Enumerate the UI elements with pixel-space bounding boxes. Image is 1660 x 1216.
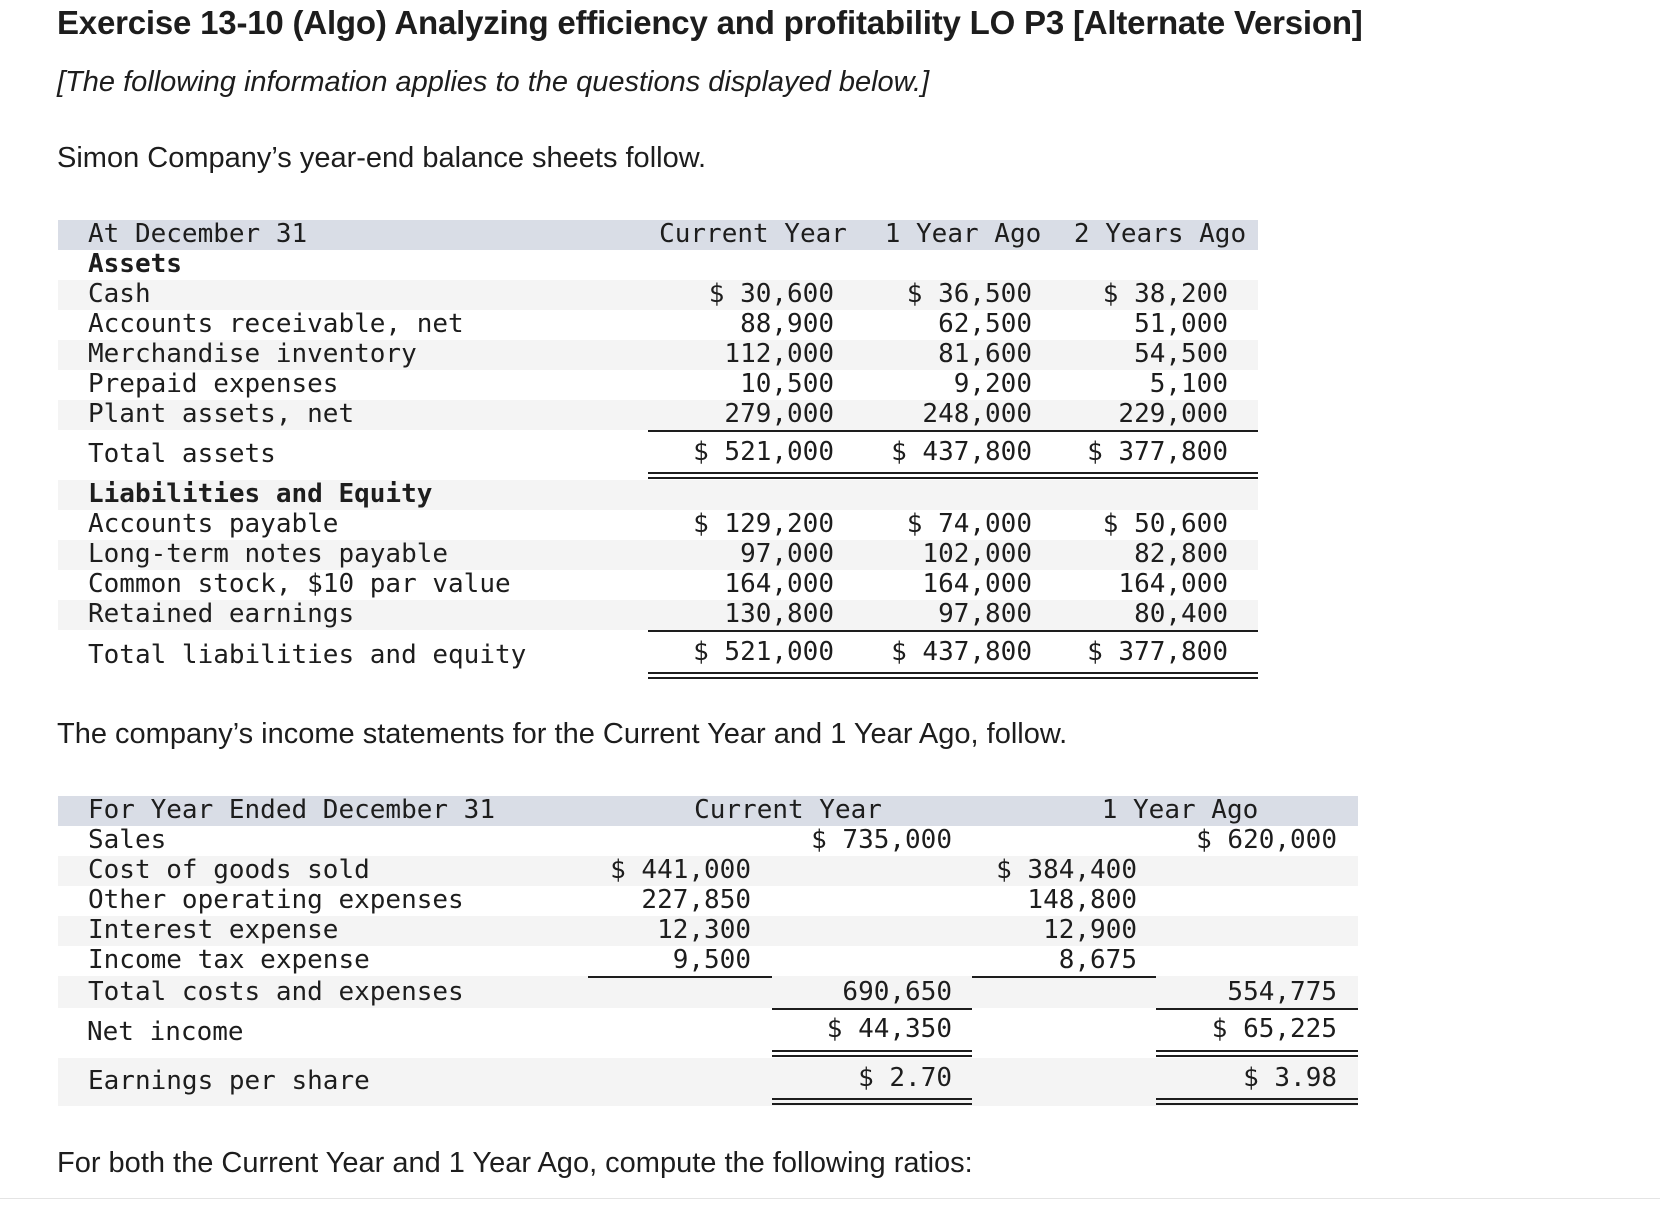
value-current-year: 10,500 bbox=[740, 369, 834, 399]
value-current-year: 112,000 bbox=[724, 339, 834, 369]
value-2-years-ago: $ 377,800 bbox=[1087, 637, 1228, 667]
row-label: Plant assets, net bbox=[88, 399, 355, 429]
value-1-year-ago: 12,900 bbox=[1043, 915, 1137, 945]
subtotal-rule bbox=[772, 1008, 972, 1010]
total-double-rule bbox=[772, 1050, 972, 1057]
row-stripe bbox=[58, 280, 1258, 310]
row-label: Cash bbox=[88, 279, 151, 309]
value-current-year: $ 44,350 bbox=[826, 1014, 952, 1044]
value-1-year-ago: 8,675 bbox=[1058, 945, 1137, 975]
column-header-1-year-ago: 1 Year Ago bbox=[1101, 795, 1259, 825]
value-current-year: $ 2.70 bbox=[858, 1063, 952, 1093]
income-statement-intro: The company’s income statements for the Current Year and 1 Year Ago, follow. bbox=[57, 718, 1068, 750]
total-double-rule bbox=[1156, 1098, 1358, 1105]
row-label: Total costs and expenses bbox=[88, 977, 464, 1007]
value-current-year: 12,300 bbox=[657, 915, 751, 945]
row-label: Cost of goods sold bbox=[88, 855, 370, 885]
value-1-year-ago: 97,800 bbox=[938, 599, 1032, 629]
value-current-year: $ 441,000 bbox=[610, 855, 751, 885]
value-current-year: $ 129,200 bbox=[693, 509, 834, 539]
value-1-year-ago: $ 74,000 bbox=[906, 509, 1032, 539]
row-label: Common stock, $10 par value bbox=[88, 569, 511, 599]
value-1-year-ago: 164,000 bbox=[922, 569, 1032, 599]
value-1-year-ago: 81,600 bbox=[938, 339, 1032, 369]
value-2-years-ago: $ 38,200 bbox=[1102, 279, 1228, 309]
value-1-year-ago: 554,775 bbox=[1227, 977, 1337, 1007]
header-label: For Year Ended December 31 bbox=[88, 795, 495, 825]
subtotal-rule bbox=[588, 976, 772, 978]
row-label: Earnings per share bbox=[88, 1066, 370, 1096]
value-1-year-ago: 102,000 bbox=[922, 539, 1032, 569]
balance-sheet-intro: Simon Company’s year-end balance sheets follow. bbox=[57, 142, 707, 174]
value-current-year: 227,850 bbox=[641, 885, 751, 915]
total-double-rule bbox=[648, 472, 1258, 479]
value-current-year: 279,000 bbox=[724, 399, 834, 429]
total-double-rule bbox=[648, 672, 1258, 679]
row-label: Merchandise inventory bbox=[88, 339, 417, 369]
row-label: Total assets bbox=[88, 439, 276, 469]
row-label: Prepaid expenses bbox=[88, 369, 339, 399]
value-current-year: $ 30,600 bbox=[708, 279, 834, 309]
subtotal-rule bbox=[648, 630, 1258, 632]
value-1-year-ago: $ 437,800 bbox=[891, 437, 1032, 467]
subtotal-rule bbox=[1156, 1008, 1358, 1010]
value-2-years-ago: $ 50,600 bbox=[1102, 509, 1228, 539]
total-double-rule bbox=[772, 1098, 972, 1105]
row-label: Sales bbox=[88, 825, 167, 855]
header-label: At December 31 bbox=[88, 219, 308, 249]
total-double-rule bbox=[1156, 1050, 1358, 1057]
row-label: Accounts payable bbox=[88, 509, 339, 539]
column-header-current-year: Current Year bbox=[694, 795, 882, 825]
row-label: Long-term notes payable bbox=[88, 539, 449, 569]
value-current-year: 97,000 bbox=[740, 539, 834, 569]
row-label: Other operating expenses bbox=[88, 885, 464, 915]
row-label: Interest expense bbox=[88, 915, 339, 945]
value-1-year-ago: 9,200 bbox=[953, 369, 1032, 399]
value-1-year-ago: $ 65,225 bbox=[1211, 1014, 1337, 1044]
value-2-years-ago: 82,800 bbox=[1134, 539, 1228, 569]
value-2-years-ago: 164,000 bbox=[1118, 569, 1228, 599]
column-header-2-years-ago: 2 Years Ago bbox=[1073, 219, 1247, 249]
value-current-year: 9,500 bbox=[672, 945, 751, 975]
column-header-current-year: Current Year bbox=[659, 219, 847, 249]
value-1-year-ago: 62,500 bbox=[938, 309, 1032, 339]
value-1-year-ago: $ 384,400 bbox=[996, 855, 1137, 885]
value-1-year-ago: 248,000 bbox=[922, 399, 1032, 429]
value-1-year-ago: $ 437,800 bbox=[891, 637, 1032, 667]
assets-heading: Assets bbox=[88, 249, 182, 279]
value-current-year: 690,650 bbox=[842, 977, 952, 1007]
subtotal-rule bbox=[648, 430, 1258, 432]
subtotal-rule bbox=[972, 976, 1156, 978]
value-current-year: $ 735,000 bbox=[811, 825, 952, 855]
row-label: Retained earnings bbox=[88, 599, 355, 629]
value-2-years-ago: 229,000 bbox=[1118, 399, 1228, 429]
page-title: Exercise 13-10 (Algo) Analyzing efficiency and profitability LO P3 [Alternate Version] bbox=[57, 4, 1363, 41]
row-label: Net income bbox=[87, 1017, 244, 1047]
value-1-year-ago: $ 620,000 bbox=[1196, 825, 1337, 855]
value-current-year: 88,900 bbox=[740, 309, 834, 339]
question-prompt: For both the Current Year and 1 Year Ago, compute the following ratios: bbox=[57, 1147, 973, 1179]
row-label: Accounts receivable, net bbox=[88, 309, 464, 339]
value-2-years-ago: 5,100 bbox=[1149, 369, 1228, 399]
divider bbox=[0, 1198, 1660, 1199]
info-note: [The following information applies to the questions displayed below.] bbox=[57, 66, 930, 98]
value-1-year-ago: $ 3.98 bbox=[1243, 1063, 1337, 1093]
value-2-years-ago: 51,000 bbox=[1134, 309, 1228, 339]
value-current-year: $ 521,000 bbox=[693, 437, 834, 467]
value-current-year: 130,800 bbox=[724, 599, 834, 629]
value-1-year-ago: $ 36,500 bbox=[906, 279, 1032, 309]
value-2-years-ago: 54,500 bbox=[1134, 339, 1228, 369]
value-current-year: 164,000 bbox=[724, 569, 834, 599]
column-header-1-year-ago: 1 Year Ago bbox=[884, 219, 1042, 249]
value-2-years-ago: $ 377,800 bbox=[1087, 437, 1228, 467]
liabilities-heading: Liabilities and Equity bbox=[88, 479, 433, 509]
value-1-year-ago: 148,800 bbox=[1027, 885, 1137, 915]
value-current-year: $ 521,000 bbox=[693, 637, 834, 667]
value-2-years-ago: 80,400 bbox=[1134, 599, 1228, 629]
row-label: Total liabilities and equity bbox=[88, 640, 527, 670]
row-label: Income tax expense bbox=[88, 945, 370, 975]
